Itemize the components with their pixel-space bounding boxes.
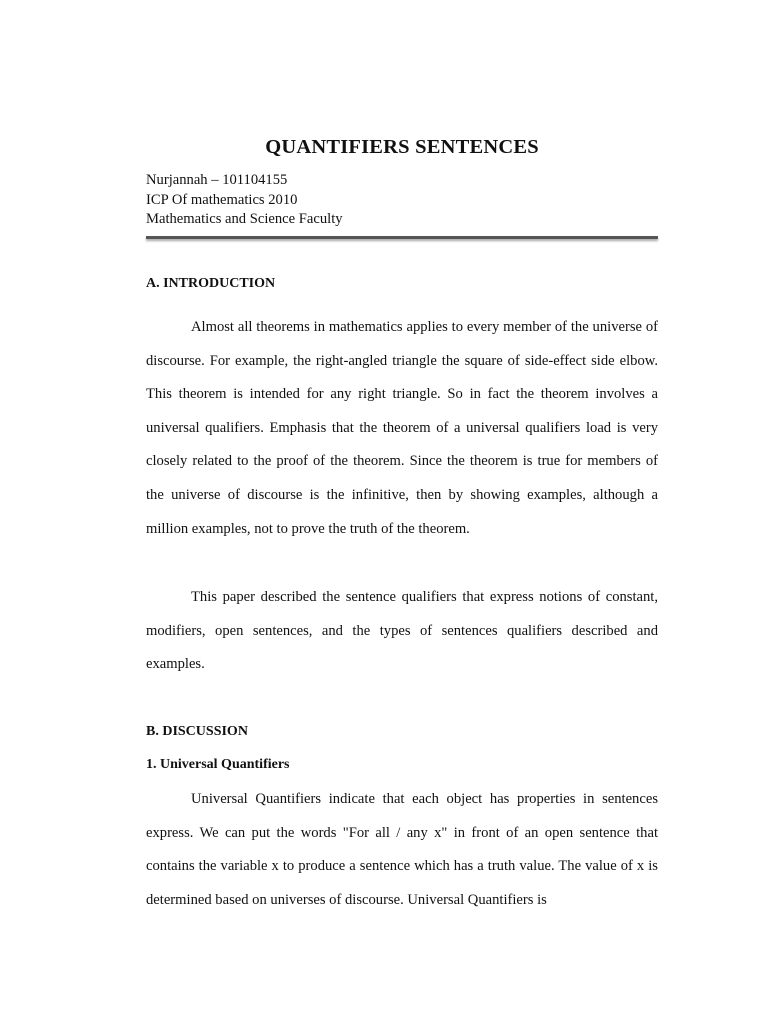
subsection-heading-universal-quantifiers: 1. Universal Quantifiers xyxy=(146,757,290,772)
section-heading-introduction: A. INTRODUCTION xyxy=(146,276,276,291)
author-faculty: Mathematics and Science Faculty xyxy=(146,211,343,227)
document-title: QUANTIFIERS SENTENCES xyxy=(265,136,539,158)
header-divider xyxy=(146,236,658,239)
section-heading-discussion: B. DISCUSSION xyxy=(146,724,248,739)
author-program: ICP Of mathematics 2010 xyxy=(146,191,298,208)
document-page xyxy=(146,0,658,1024)
introduction-paragraph-1: Almost all theorems in mathematics applies to every member of the universe of discourse. For example, the right-angled triangle the square of side-effect side elbow. This theorem is intended for any right triangle. So in fact the theorem involves a universal qualifiers. Emphasis that the theorem of a universal qualifiers load is very closely related to the proof of the theorem. Since the theorem is true for members of the universe of discourse is the infinitive, then by showing examples, although a million examples, not to prove the truth of the theorem. xyxy=(146,319,658,537)
author-name-id: Nurjannah – 101104155 xyxy=(146,172,288,188)
author-info xyxy=(146,171,343,230)
introduction-paragraph-2: This paper described the sentence qualifiers that express notions of constant, modifiers, open sentences, and the types of sentences qualifiers described and examples. xyxy=(146,589,658,673)
universal-quantifiers-paragraph: Universal Quantifiers indicate that each object has properties in sentences express. We can put the words "For all / any x" in front of an open sentence that contains the variable x to produce a sentence which has a truth value. The value of x is determined based on universes of discourse. Universal Quantifiers is xyxy=(146,791,658,908)
